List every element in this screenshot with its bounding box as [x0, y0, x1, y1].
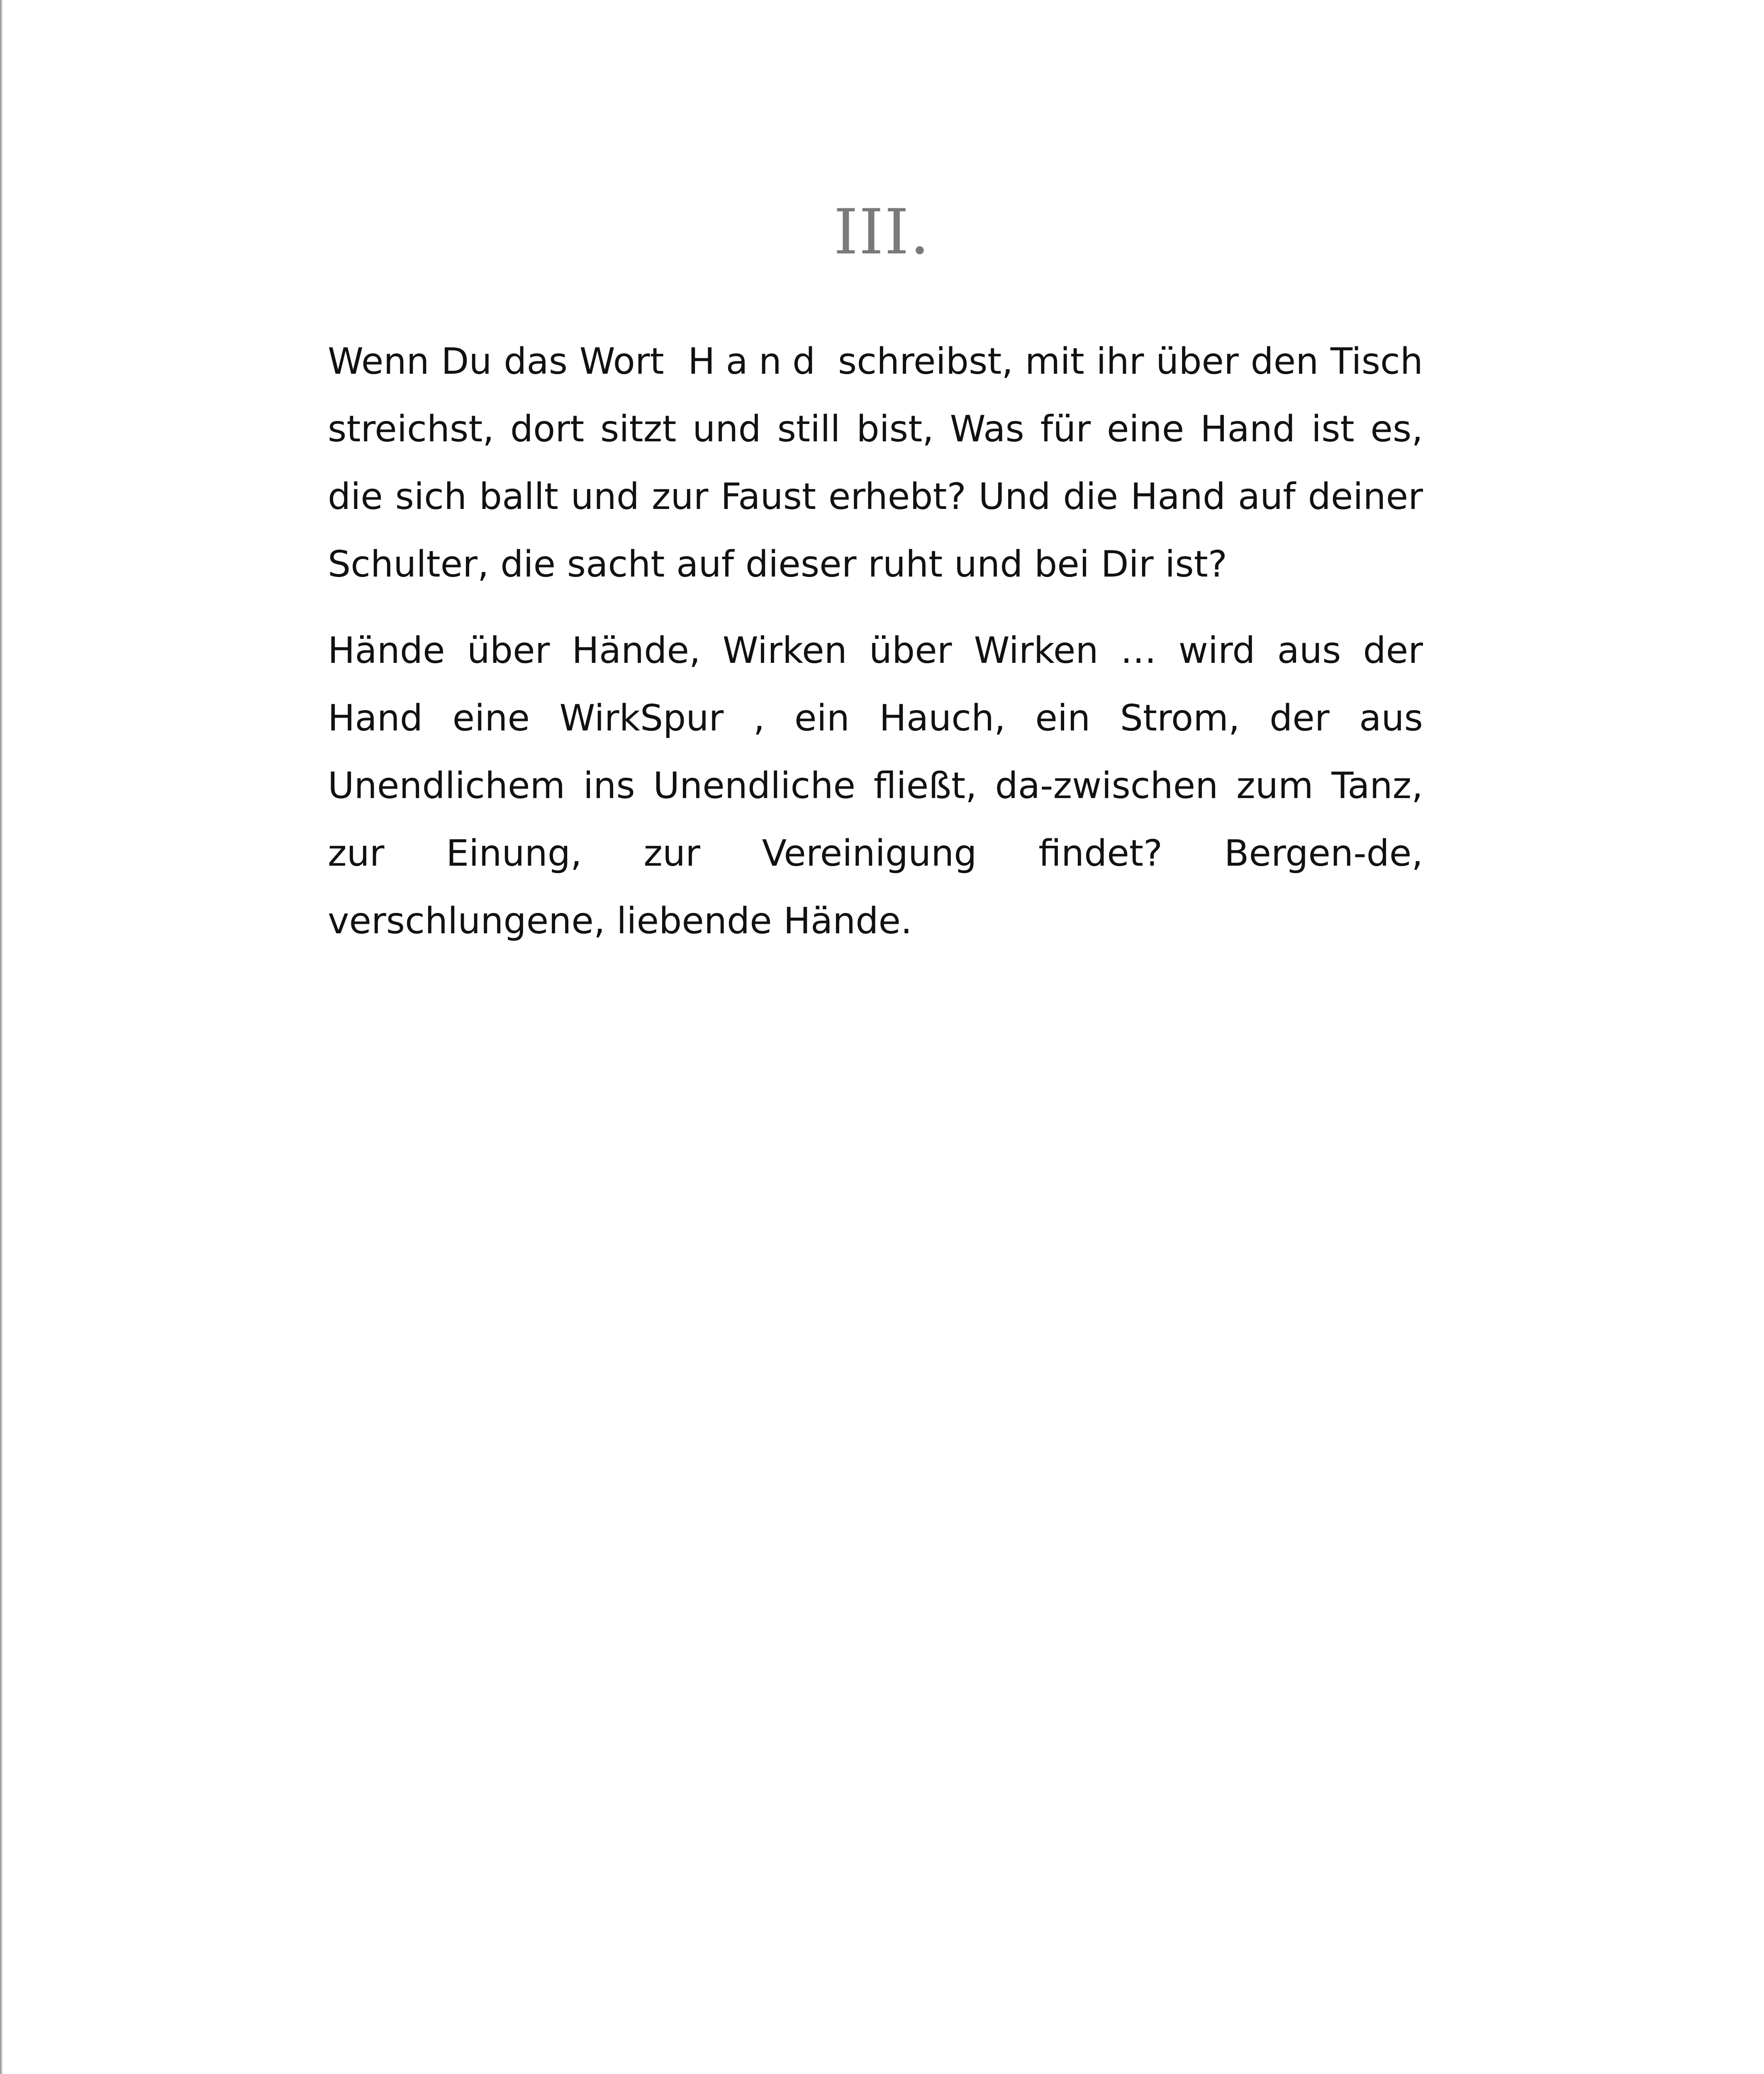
paragraph-1-start: Wenn Du das Wort [328, 340, 664, 382]
spaced-word-hand: Hand [688, 340, 826, 382]
paragraph-2: Hände über Hände, Wirken über Wirken … wird aus der Hand eine WirkSpur , ein Hauch, ein Strom, der aus Unendlichem ins Unendliche fließt, da-zwischen zum Tanz, zur Einung, zur Vereinigung findet? Bergen-de, verschlungene, liebende Hände. [328, 629, 1423, 942]
chapter-heading: III. [833, 196, 931, 268]
page-edge [0, 0, 3, 2074]
paragraph-1 [328, 328, 1423, 598]
body-text [328, 328, 1423, 974]
paragraph-1-rest: schreibst, mit ihr über den Tisch streichst, dort sitzt und still bist, Was für eine Hand ist es, die sich ballt und zur Faust erhebt? Und die Hand auf deiner Schulter, die sacht auf dieser ruht und bei Dir ist? [328, 340, 1423, 585]
